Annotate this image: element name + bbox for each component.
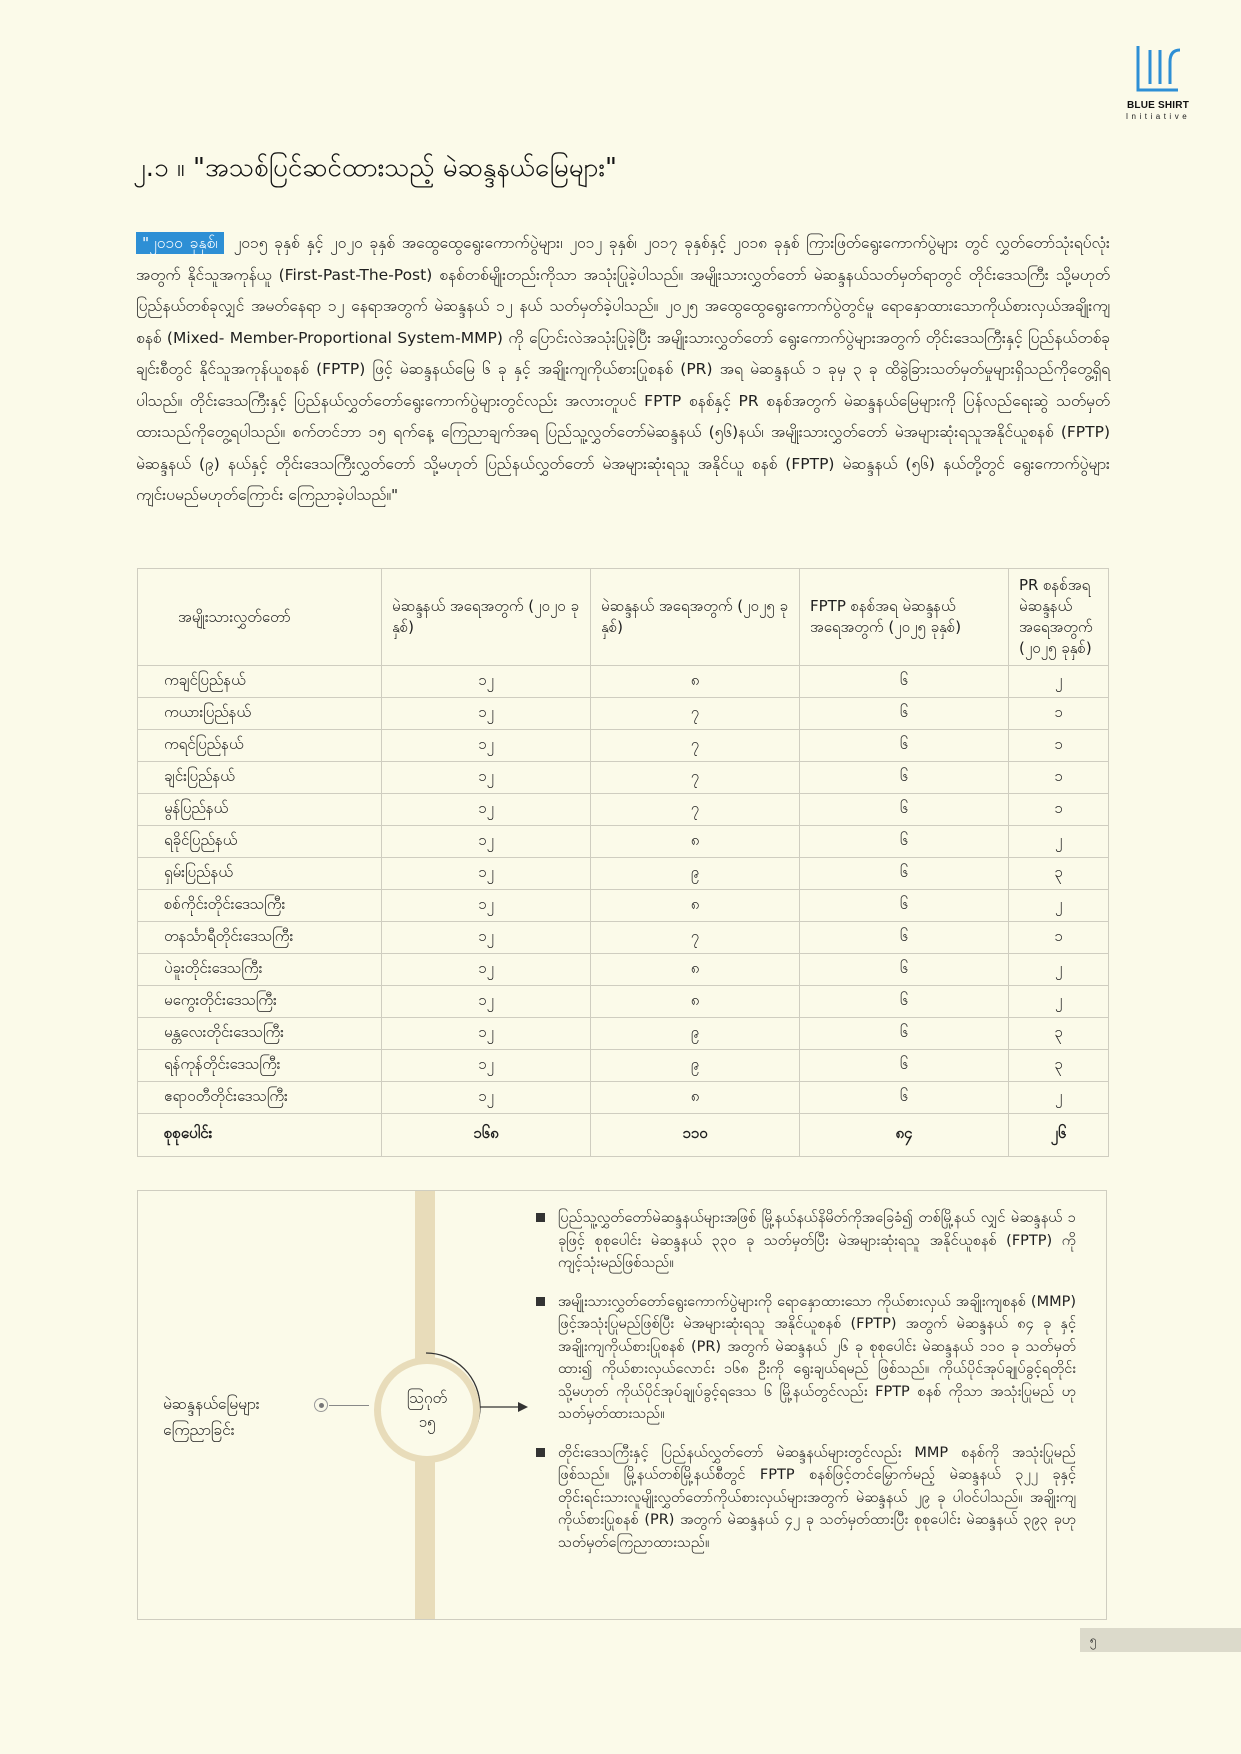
- value-cell: ၆: [800, 858, 1009, 890]
- logo-subtitle: Initiative: [1125, 112, 1191, 121]
- value-cell: ၁၂: [382, 922, 591, 954]
- region-cell: ကယားပြည်နယ်: [138, 698, 382, 730]
- square-bullet-icon: [536, 1213, 545, 1222]
- region-cell: မကွေးတိုင်းဒေသကြီး: [138, 986, 382, 1018]
- column-header: အမျိုးသားလွှတ်တော်: [138, 569, 382, 666]
- list-item: [536, 1291, 1076, 1426]
- table-row: [138, 666, 1109, 698]
- region-cell: ကချင်ပြည်နယ်: [138, 666, 382, 698]
- table-row: [138, 1018, 1109, 1050]
- value-cell: ၁၂: [382, 1050, 591, 1082]
- value-cell: ၉: [591, 858, 800, 890]
- bullet-text: အမျိုးသားလွှတ်တော်ရွေးကောက်ပွဲများကို ရောနှောထားသော ကိုယ်စားလှယ် အချိုးကျစနစ် (MMP) ဖြင့်အသုံးပြုမည်ဖြစ်ပြီး မဲအများဆုံးရသူ အနိုင်ယူစနစ် (FPTP) အတွက် မဲဆန္ဒနယ် ၈၄ ခု နှင့် အချိုးကျကိုယ်စားပြုစနစ် (PR) အတွက် မဲဆန္ဒနယ် ၂၆ ခု စုစုပေါင်း မဲဆန္ဒနယ် ၁၁၀ ခု သတ်မှတ်ထား၍ ကိုယ်စားလှယ်လောင်း ၁၆၈ ဦးကို ရွေးချယ်ရမည် ဖြစ်သည်။ ကိုယ်ပိုင်အုပ်ချုပ်ခွင့်ရတိုင်း သို့မဟုတ် ကိုယ်ပိုင်အုပ်ချုပ်ခွင့်ရဒေသ ၆ မြို့နယ်တွင်လည်း FPTP စနစ် ကိုသာ အသုံးပြုမည် ဟု သတ်မှတ်ထားသည်။: [558, 1293, 1076, 1422]
- value-cell: ၇: [591, 922, 800, 954]
- diagram-label: မဲဆန္ဒနယ်မြေများ ကြေညာခြင်း: [163, 1395, 260, 1439]
- value-cell: ၁၂: [382, 698, 591, 730]
- region-cell: ရန်ကုန်တိုင်းဒေသကြီး: [138, 1050, 382, 1082]
- table-row: [138, 1050, 1109, 1082]
- region-cell: စုစုပေါင်း: [138, 1114, 382, 1157]
- value-cell: ၁၂: [382, 762, 591, 794]
- square-bullet-icon: [536, 1448, 545, 1457]
- region-cell: ရှမ်းပြည်နယ်: [138, 858, 382, 890]
- value-cell: ၉: [591, 1050, 800, 1082]
- intro-paragraph: [136, 228, 1110, 512]
- region-cell: ချင်းပြည်နယ်: [138, 762, 382, 794]
- value-cell: ၈: [591, 826, 800, 858]
- value-cell: ၆: [800, 986, 1009, 1018]
- table-row: [138, 954, 1109, 986]
- page-number: ၅: [1080, 1628, 1241, 1652]
- value-cell: ၈၄: [800, 1114, 1009, 1157]
- value-cell: ၂: [1009, 826, 1109, 858]
- value-cell: ၆: [800, 1018, 1009, 1050]
- region-cell: ဧရာဝတီတိုင်းဒေသကြီး: [138, 1082, 382, 1114]
- region-cell: မွန်ပြည်နယ်: [138, 794, 382, 826]
- constituency-table: [137, 568, 1109, 1157]
- value-cell: ၆: [800, 666, 1009, 698]
- value-cell: ၃: [1009, 1050, 1109, 1082]
- region-cell: စစ်ကိုင်းတိုင်းဒေသကြီး: [138, 890, 382, 922]
- value-cell: ၈: [591, 890, 800, 922]
- value-cell: ၆: [800, 826, 1009, 858]
- table-header-row: [138, 569, 1109, 666]
- value-cell: ၁: [1009, 698, 1109, 730]
- ring-day: ၁၅: [418, 1413, 436, 1431]
- value-cell: ၉: [591, 1018, 800, 1050]
- value-cell: ၂: [1009, 890, 1109, 922]
- value-cell: ၂: [1009, 986, 1109, 1018]
- value-cell: ၆: [800, 1082, 1009, 1114]
- section-title: ၂.၁ ။ "အသစ်ပြင်ဆင်ထားသည့် မဲဆန္ဒနယ်မြေများ": [133, 153, 617, 183]
- table-row: [138, 826, 1109, 858]
- value-cell: ၁၂: [382, 794, 591, 826]
- logo-mark-icon: [1134, 42, 1182, 94]
- value-cell: ၁၂: [382, 1082, 591, 1114]
- logo-name: BLUE SHIRT: [1127, 100, 1189, 111]
- column-header: FPTP စနစ်အရ မဲဆန္ဒနယ် အရေအတွက် (၂၀၂၅ ခုနှစ်): [800, 569, 1009, 666]
- value-cell: ၁: [1009, 922, 1109, 954]
- bullet-dot-icon: [314, 1398, 328, 1412]
- value-cell: ၂: [1009, 954, 1109, 986]
- value-cell: ၁၁၀: [591, 1114, 800, 1157]
- region-cell: မန္တလေးတိုင်းဒေသကြီး: [138, 1018, 382, 1050]
- table-row: [138, 1082, 1109, 1114]
- value-cell: ၁၆၈: [382, 1114, 591, 1157]
- value-cell: ၁၂: [382, 1018, 591, 1050]
- table-row: [138, 698, 1109, 730]
- value-cell: ၆: [800, 890, 1009, 922]
- value-cell: ၇: [591, 730, 800, 762]
- bullet-text: တိုင်းဒေသကြီးနှင့် ပြည်နယ်လွှတ်တော် မဲဆန္ဒနယ်များတွင်လည်း MMP စနစ်ကို အသုံးပြုမည်ဖြစ်သည်။ မြို့နယ်တစ်မြို့နယ်စီတွင် FPTP စနစ်ဖြင့်တင်မြှောက်မည့် မဲဆန္ဒနယ် ၃၂၂ ခုနှင့် တိုင်းရင်းသားလူမျိုးလွှတ်တော်ကိုယ်စားလှယ်များအတွက် မဲဆန္ဒနယ် ၂၉ ခု ပါဝင်ပါသည်။ အချိုးကျကိုယ်စားပြုစနစ် (PR) အတွက် မဲဆန္ဒနယ် ၄၂ ခု သတ်မှတ်ထားပြီး စုစုပေါင်း မဲဆန္ဒနယ် ၃၉၃ ခုဟု သတ်မှတ်ကြေညာထားသည်။: [558, 1444, 1076, 1551]
- value-cell: ၁၂: [382, 730, 591, 762]
- table-row: [138, 858, 1109, 890]
- region-cell: ပဲခူးတိုင်းဒေသကြီး: [138, 954, 382, 986]
- table-row: [138, 890, 1109, 922]
- value-cell: ၆: [800, 698, 1009, 730]
- value-cell: ၁၂: [382, 826, 591, 858]
- timeline-diagram: [137, 1190, 1107, 1620]
- table-row: [138, 794, 1109, 826]
- region-cell: တနင်္သာရီတိုင်းဒေသကြီး: [138, 922, 382, 954]
- value-cell: ၈: [591, 986, 800, 1018]
- value-cell: ၈: [591, 954, 800, 986]
- table-row: [138, 922, 1109, 954]
- value-cell: ၁၂: [382, 858, 591, 890]
- value-cell: ၆: [800, 762, 1009, 794]
- column-header: မဲဆန္ဒနယ် အရေအတွက် (၂၀၂၅ ခုနှစ်): [591, 569, 800, 666]
- date-ring: [374, 1357, 480, 1463]
- value-cell: ၁: [1009, 730, 1109, 762]
- table-row: [138, 730, 1109, 762]
- list-item: [536, 1207, 1076, 1275]
- value-cell: ၃: [1009, 1018, 1109, 1050]
- bullet-list: [536, 1207, 1076, 1570]
- value-cell: ၆: [800, 922, 1009, 954]
- value-cell: ၁၂: [382, 666, 591, 698]
- value-cell: ၈: [591, 666, 800, 698]
- list-item: [536, 1442, 1076, 1555]
- value-cell: ၈: [591, 1082, 800, 1114]
- blue-shirt-logo: [1118, 42, 1198, 121]
- region-cell: ရခိုင်ပြည်နယ်: [138, 826, 382, 858]
- value-cell: ၂: [1009, 1082, 1109, 1114]
- column-header: PR စနစ်အရ မဲဆန္ဒနယ် အရေအတွက် (၂၀၂၅ ခုနှစ်): [1009, 569, 1109, 666]
- square-bullet-icon: [536, 1297, 545, 1306]
- intro-text: ၂၀၁၅ ခုနှစ် နှင့် ၂၀၂၀ ခုနှစ် အထွေထွေရွေးကောက်ပွဲများ၊ ၂၀၁၂ ခုနှစ်၊ ၂၀၁၇ ခုနှစ်နှင့် ၂၀၁၈ ခုနှစ် ကြားဖြတ်ရွေးကောက်ပွဲများ တွင် လွှတ်တော်သုံးရပ်လုံးအတွက် နိုင်သူအကုန်ယူ (First-Past-The-Post) စနစ်တစ်မျိုးတည်းကိုသာ အသုံးပြုခဲ့ပါသည်။ အမျိုးသားလွှတ်တော် မဲဆန္ဒနယ်သတ်မှတ်ရာတွင် တိုင်းဒေသကြီး သို့မဟုတ် ပြည်နယ်တစ်ခုလျှင် အမတ်နေရာ ၁၂ နေရာအတွက် မဲဆန္ဒနယ် ၁၂ နယ် သတ်မှတ်ခဲ့ပါသည်။ ၂၀၂၅ အထွေထွေရွေးကောက်ပွဲတွင်မူ ရောနှောထားသောကိုယ်စားလှယ်အချိုးကျစနစ် (Mixed- Member-Proportional System-MMP) ကို ပြောင်းလဲအသုံးပြုခဲ့ပြီး အမျိုးသားလွှတ်တော် ရွေးကောက်ပွဲများအတွက် တိုင်းဒေသကြီးနှင့် ပြည်နယ်တစ်ခုချင်းစီတွင် နိုင်သူအကုန်ယူစနစ် (FPTP) ဖြင့် မဲဆန္ဒနယ်မြေ ၆ ခု နှင့် အချိုးကျကိုယ်စားပြုစနစ် (PR) အရ မဲဆန္ဒနယ် ၁ ခုမှ ၃ ခု ထိခွဲခြားသတ်မှတ်မှုများရှိသည်ကိုတွေ့ရှိရပါသည်။ တိုင်းဒေသကြီးနှင့် ပြည်နယ်လွှတ်တော်ရွေးကောက်ပွဲများတွင်လည်း အလားတူပင် FPTP စနစ်နှင့် PR စနစ်အတွက် မဲဆန္ဒနယ်မြေများကို ပြန်လည်ရေးဆွဲ သတ်မှတ်ထားသည်ကိုတွေ့ရပါသည်။ စက်တင်ဘာ ၁၅ ရက်နေ့ ကြေညာချက်အရ ပြည်သူ့လွှတ်တော်မဲဆန္ဒနယ် (၅၆)နယ်၊ အမျိုးသားလွှတ်တော် မဲအများဆုံးရသူအနိုင်ယူစနစ် (FPTP) မဲဆန္ဒနယ် (၉) နယ်နှင့် တိုင်းဒေသကြီးလွှတ်တော် သို့မဟုတ် ပြည်နယ်လွှတ်တော် မဲအများဆုံးရသူ အနိုင်ယူ စနစ် (FPTP) မဲဆန္ဒနယ် (၅၆) နယ်တို့တွင် ရွေးကောက်ပွဲများ ကျင်းပမည်မဟုတ်ကြောင်း ကြေညာခဲ့ပါသည်။": [136, 234, 1110, 504]
- value-cell: ၆: [800, 730, 1009, 762]
- value-cell: ၂: [1009, 666, 1109, 698]
- table-row: [138, 762, 1109, 794]
- value-cell: ၁: [1009, 794, 1109, 826]
- value-cell: ၂၆: [1009, 1114, 1109, 1157]
- ring-month: ဩဂုတ်: [406, 1389, 448, 1407]
- value-cell: ၁: [1009, 762, 1109, 794]
- value-cell: ၇: [591, 762, 800, 794]
- column-header: မဲဆန္ဒနယ် အရေအတွက် (၂၀၂၀ ခုနှစ်): [382, 569, 591, 666]
- value-cell: ၁၂: [382, 986, 591, 1018]
- value-cell: ၁၂: [382, 954, 591, 986]
- value-cell: ၃: [1009, 858, 1109, 890]
- value-cell: ၁၂: [382, 890, 591, 922]
- table-total-row: [138, 1114, 1109, 1157]
- value-cell: ၇: [591, 698, 800, 730]
- table-row: [138, 986, 1109, 1018]
- highlight-tag: "၂၀၁၀ ခုနှစ်၊: [136, 232, 224, 254]
- value-cell: ၆: [800, 1050, 1009, 1082]
- region-cell: ကရင်ပြည်နယ်: [138, 730, 382, 762]
- value-cell: ၆: [800, 954, 1009, 986]
- value-cell: ၇: [591, 794, 800, 826]
- bullet-text: ပြည်သူ့လွှတ်တော်မဲဆန္ဒနယ်များအဖြစ် မြို့နယ်နယ်နိမိတ်ကိုအခြေခံ၍ တစ်မြို့နယ် လျှင် မဲဆန္ဒနယ် ၁ ခုဖြင့် စုစုပေါင်း မဲဆန္ဒနယ် ၃၃၀ ခု သတ်မှတ်ပြီး မဲအများဆုံးရသူ အနိုင်ယူစနစ် (FPTP) ကို ကျင့်သုံးမည်ဖြစ်သည်။: [558, 1210, 1076, 1271]
- value-cell: ၆: [800, 794, 1009, 826]
- connector-line: [329, 1405, 369, 1406]
